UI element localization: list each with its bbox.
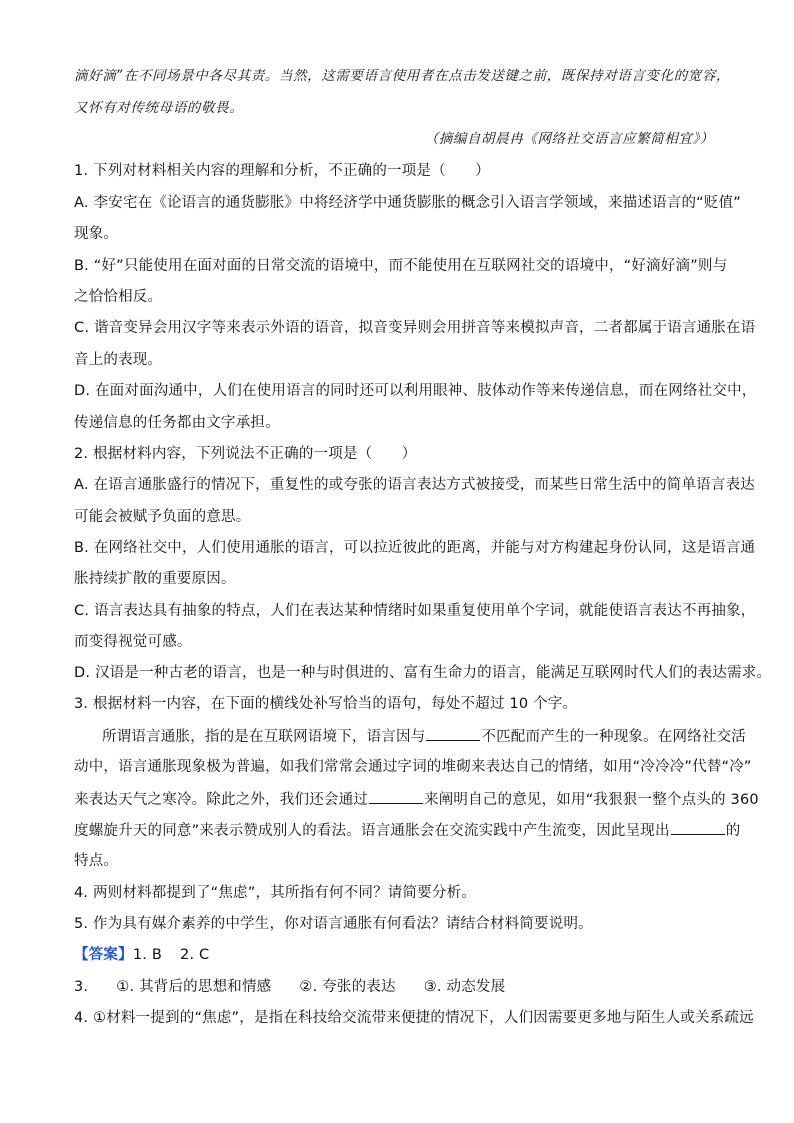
answer-4-line: 4. ①材料一提到的“焦虑”，是指在科技给交流带来便捷的情况下，人们因需要更多地与陌生人或关系疏远 [74,1010,754,1026]
question-3-stem: 3. 根据材料一内容，在下面的横线处补写恰当的语句，每处不超过 10 个字。 [74,696,578,712]
answer-tag: 【答案】 [74,947,133,963]
q2-option-c-cont: 而变得视觉可感。 [74,634,192,650]
passage-line: 又怀有对传统母语的敬畏。 [74,100,244,116]
q1-option-a: A. 李安宅在《论语言的通货膨胀》中将经济学中通货膨胀的概念引入语言学领域，来描述语言的“贬值” [74,195,742,211]
answer-line [74,945,724,965]
q3-text: 来阐明自己的意见，如用“我狠狠一整个点头的 360 [424,792,759,808]
fill-blank-1[interactable] [426,726,480,741]
q1-option-c-cont: 音上的表现。 [74,352,163,368]
q2-option-d: D. 汉语是一种古老的语言，也是一种与时俱进的、富有生命力的语言，能满足互联网时代人们的表达需求。 [74,665,772,681]
q3-paragraph-line: 动中，语言通胀现象极为普遍，如我们常常会通过字词的堆砌来表达自己的情绪，如用“冷冷冷”代替“冷” [74,759,752,775]
q1-option-a-cont: 现象。 [74,226,119,242]
question-1-stem: 1. 下列对材料相关内容的理解和分析，不正确的一项是（ ） [74,163,490,179]
answer-3-number: 3. [74,979,89,995]
q3-paragraph-line [102,726,747,747]
answer-1: 1. B [132,947,163,963]
q3-text: 度螺旋升天的同意”来表示赞成别人的看法。语言通胀会在交流实践中产生流变，因此呈现出 [74,823,670,839]
q1-option-d: D. 在面对面沟通中，人们在使用语言的同时还可以利用眼神、肢体动作等来传递信息，而在网络社交中， [74,383,757,399]
q1-option-c: C. 谐音变异会用汉字等来表示外语的语音，拟音变异则会用拼音等来模拟声音，二者都属于语言通胀在语 [74,320,756,336]
q3-text: 来表达天气之寒冷。除此之外，我们还会通过 [74,792,368,808]
fill-blank-3[interactable] [671,820,725,835]
passage-source: （摘编自胡晨冉《网络社交语言应繁简相宜》） [424,131,714,147]
q2-option-c: C. 语言表达具有抽象的特点，人们在表达某种情绪时如果重复使用单个字词，就能使语言表达不再抽象， [74,603,756,619]
answer-3-part-2: ②. 夸张的表达 [299,979,396,995]
question-5-stem: 5. 作为具有媒介素养的中学生，你对语言通胀有何看法？请结合材料简要说明。 [74,916,593,932]
q1-option-b: B. “好”只能使用在面对面的日常交流的语境中，而不能使用在互联网社交的语境中，“好滴好滴”则与 [74,258,728,274]
passage-line: 滴好滴”在不同场景中各尽其责。当然，这需要语言使用者在点击发送键之前，既保持对语言变化的宽容， [74,68,731,84]
q1-option-d-cont: 传递信息的任务都由文字承担。 [74,415,280,431]
q3-paragraph-line [74,820,741,841]
q3-text: 不匹配而产生的一种现象。在网络社交活 [481,729,747,745]
answer-3-part-1: ①. 其背后的思想和情感 [116,979,272,995]
fill-blank-2[interactable] [369,789,423,804]
q3-paragraph-line [74,789,759,810]
answer-2: 2. C [180,947,210,963]
q3-text: 的 [725,823,741,839]
q1-option-b-cont: 之恰恰相反。 [74,289,163,305]
q2-option-a-cont: 可能会被赋予负面的意思。 [74,509,251,525]
answer-3-part-3: ③. 动态发展 [423,979,506,995]
answer-3-line [74,977,724,997]
q3-paragraph-line: 特点。 [74,853,119,869]
q3-text: 所谓语言通胀，指的是在互联网语境下，语言因与 [102,729,426,745]
q2-option-b-cont: 胀持续扩散的重要原因。 [74,571,236,587]
q2-option-a: A. 在语言通胀盛行的情况下，重复性的或夸张的语言表达方式被接受，而某些日常生活中的简单语言表达 [74,477,755,493]
question-2-stem: 2. 根据材料内容，下列说法不正确的一项是（ ） [74,446,417,462]
q2-option-b: B. 在网络社交中，人们使用通胀的语言，可以拉近彼此的距离，并能与对方构建起身份认同，这是语言通 [74,540,756,556]
question-4-stem: 4. 两则材料都提到了“焦虑”，其所指有何不同？请简要分析。 [74,885,476,901]
